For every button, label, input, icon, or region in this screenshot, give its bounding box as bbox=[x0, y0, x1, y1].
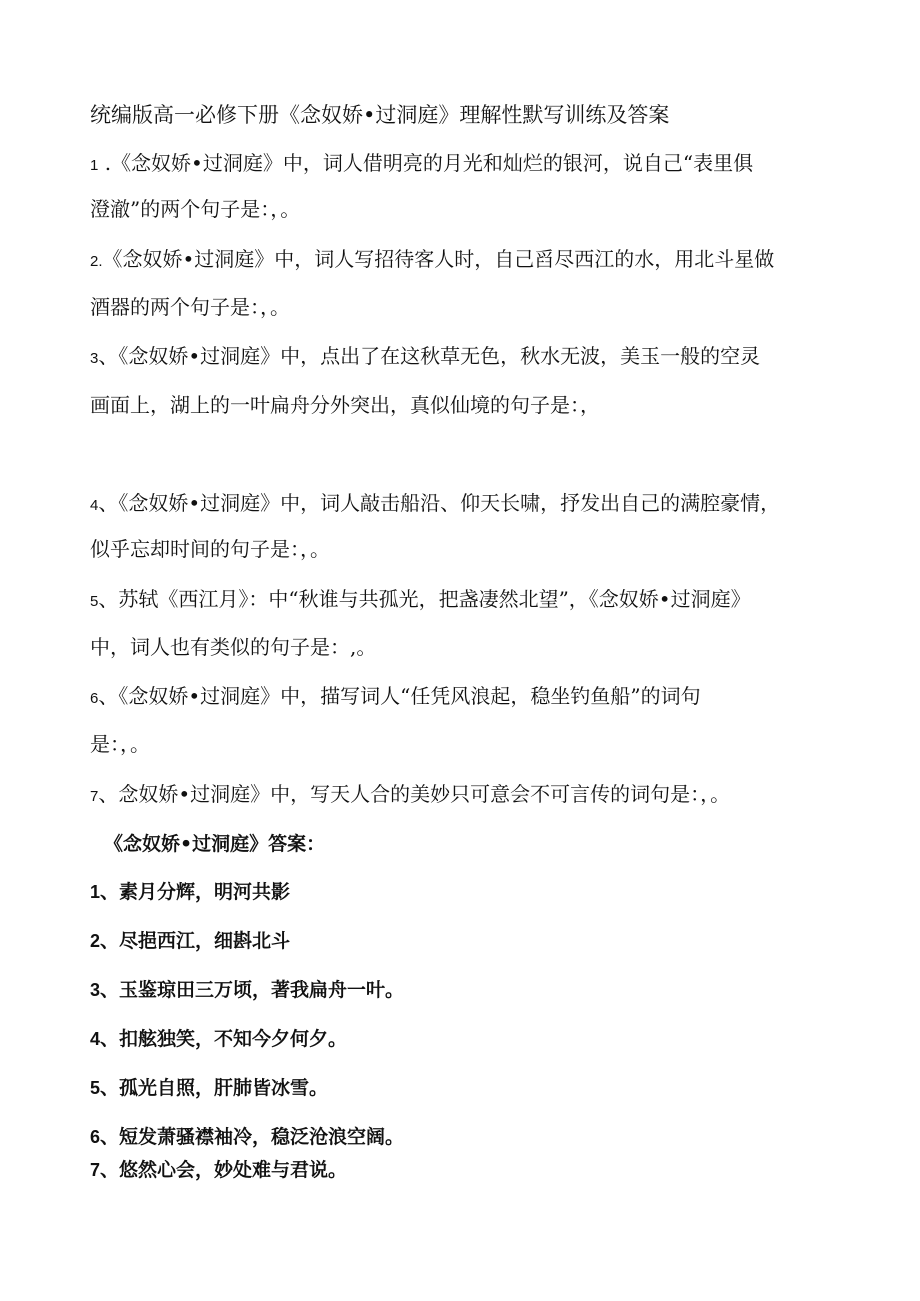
answer-2 bbox=[90, 926, 290, 956]
question-5-line-1 bbox=[90, 584, 751, 617]
question-2-line-1 bbox=[90, 244, 774, 277]
question-3-line-2: 画面上，湖上的一叶扁舟分外突出，真似仙境的句子是：， bbox=[90, 393, 600, 417]
question-1-separator: . bbox=[98, 151, 112, 175]
answer-1-number: 1 bbox=[90, 882, 101, 902]
answer-3-separator: 、 bbox=[100, 979, 120, 1001]
answer-7-number: 7 bbox=[90, 1160, 101, 1180]
answer-5 bbox=[90, 1073, 328, 1103]
question-4-line-2: 似乎忘却时间的句子是：，。 bbox=[90, 537, 330, 561]
answer-7-text: 悠然心会，妙处难与君说。 bbox=[119, 1159, 348, 1181]
answer-2-number: 2 bbox=[90, 931, 101, 951]
question-4-line-1 bbox=[90, 488, 780, 521]
answer-3 bbox=[90, 975, 404, 1005]
question-5-separator: 、 bbox=[98, 587, 119, 611]
question-7-line-1 bbox=[90, 779, 730, 812]
answer-2-separator: 、 bbox=[100, 930, 120, 952]
question-1-text-1: 《念奴娇•过洞庭》中，词人借明亮的月光和灿烂的银河，说自己“表里俱 bbox=[111, 151, 754, 175]
question-7-number: 7 bbox=[90, 788, 99, 805]
answer-3-number: 3 bbox=[90, 980, 101, 1000]
question-7-separator: 、 bbox=[98, 782, 119, 806]
question-7-text-1: 念奴娇•过洞庭》中，写天人合的美妙只可意会不可言传的词句是：，。 bbox=[118, 782, 731, 806]
question-3-number: 3 bbox=[90, 350, 99, 367]
question-2-number: 2. bbox=[90, 253, 103, 270]
question-5-number: 5 bbox=[90, 593, 99, 610]
answer-4-text: 扣舷独笑，不知今夕何夕。 bbox=[119, 1028, 348, 1050]
answer-7-separator: 、 bbox=[100, 1159, 120, 1181]
question-6-line-2: 是：，。 bbox=[90, 732, 150, 756]
answer-6-text: 短发萧骚襟袖冷，稳泛沧浪空阔。 bbox=[119, 1126, 405, 1148]
answer-5-text: 孤光自照，肝肺皆冰雪。 bbox=[119, 1077, 329, 1099]
question-1-number: 1 bbox=[90, 157, 99, 174]
document-title: 统编版高一必修下册《念奴娇•过洞庭》理解性默写训练及答案 bbox=[90, 103, 670, 127]
question-6-line-1 bbox=[90, 681, 701, 714]
answer-4-number: 4 bbox=[90, 1029, 101, 1049]
question-3-line-1 bbox=[90, 341, 760, 374]
answer-6-separator: 、 bbox=[100, 1126, 120, 1148]
question-5-line-2: 中，词人也有类似的句子是：,。 bbox=[90, 635, 377, 659]
answers-heading: 《念奴娇•过洞庭》答案： bbox=[104, 833, 326, 855]
answer-6-number: 6 bbox=[90, 1127, 101, 1147]
answer-2-text: 尽挹西江，细斟北斗 bbox=[119, 930, 291, 952]
question-6-text-1: 《念奴娇•过洞庭》中，描写词人“任凭风浪起，稳坐钓鱼船”的词句 bbox=[118, 684, 701, 708]
answer-7 bbox=[90, 1155, 347, 1185]
question-4-text-1: 《念奴娇•过洞庭》中，词人敲击船沿、仰天长啸，抒发出自己的满腔豪情， bbox=[118, 491, 781, 515]
answer-5-number: 5 bbox=[90, 1078, 101, 1098]
question-6-number: 6 bbox=[90, 690, 99, 707]
question-2-line-2: 酒器的两个句子是：，。 bbox=[90, 295, 290, 319]
answer-5-separator: 、 bbox=[100, 1077, 120, 1099]
answer-4-separator: 、 bbox=[100, 1028, 120, 1050]
question-1-line-1 bbox=[90, 148, 753, 181]
question-3-separator: 、 bbox=[98, 344, 119, 368]
answer-1 bbox=[90, 877, 290, 907]
question-6-separator: 、 bbox=[98, 684, 119, 708]
question-2-text-1: 《念奴娇•过洞庭》中，词人写招待客人时，自己舀尽西江的水，用北斗星做 bbox=[102, 247, 775, 271]
answer-3-text: 玉鉴琼田三万顷，著我扁舟一叶。 bbox=[119, 979, 405, 1001]
question-4-separator: 、 bbox=[98, 491, 119, 515]
question-1-line-2: 澄澈”的两个句子是：，。 bbox=[90, 197, 301, 221]
answer-1-separator: 、 bbox=[100, 881, 120, 903]
answer-1-text: 素月分辉，明河共影 bbox=[119, 881, 291, 903]
answer-4 bbox=[90, 1024, 347, 1054]
question-3-text-1: 《念奴娇•过洞庭》中，点出了在这秋草无色，秋水无波，美玉一般的空灵 bbox=[118, 344, 761, 368]
answer-6 bbox=[90, 1122, 404, 1152]
question-5-text-1: 苏轼《西江月》：中“秋谁与共孤光，把盏凄然北望”，《念奴娇•过洞庭》 bbox=[118, 587, 751, 611]
question-4-number: 4 bbox=[90, 497, 99, 514]
